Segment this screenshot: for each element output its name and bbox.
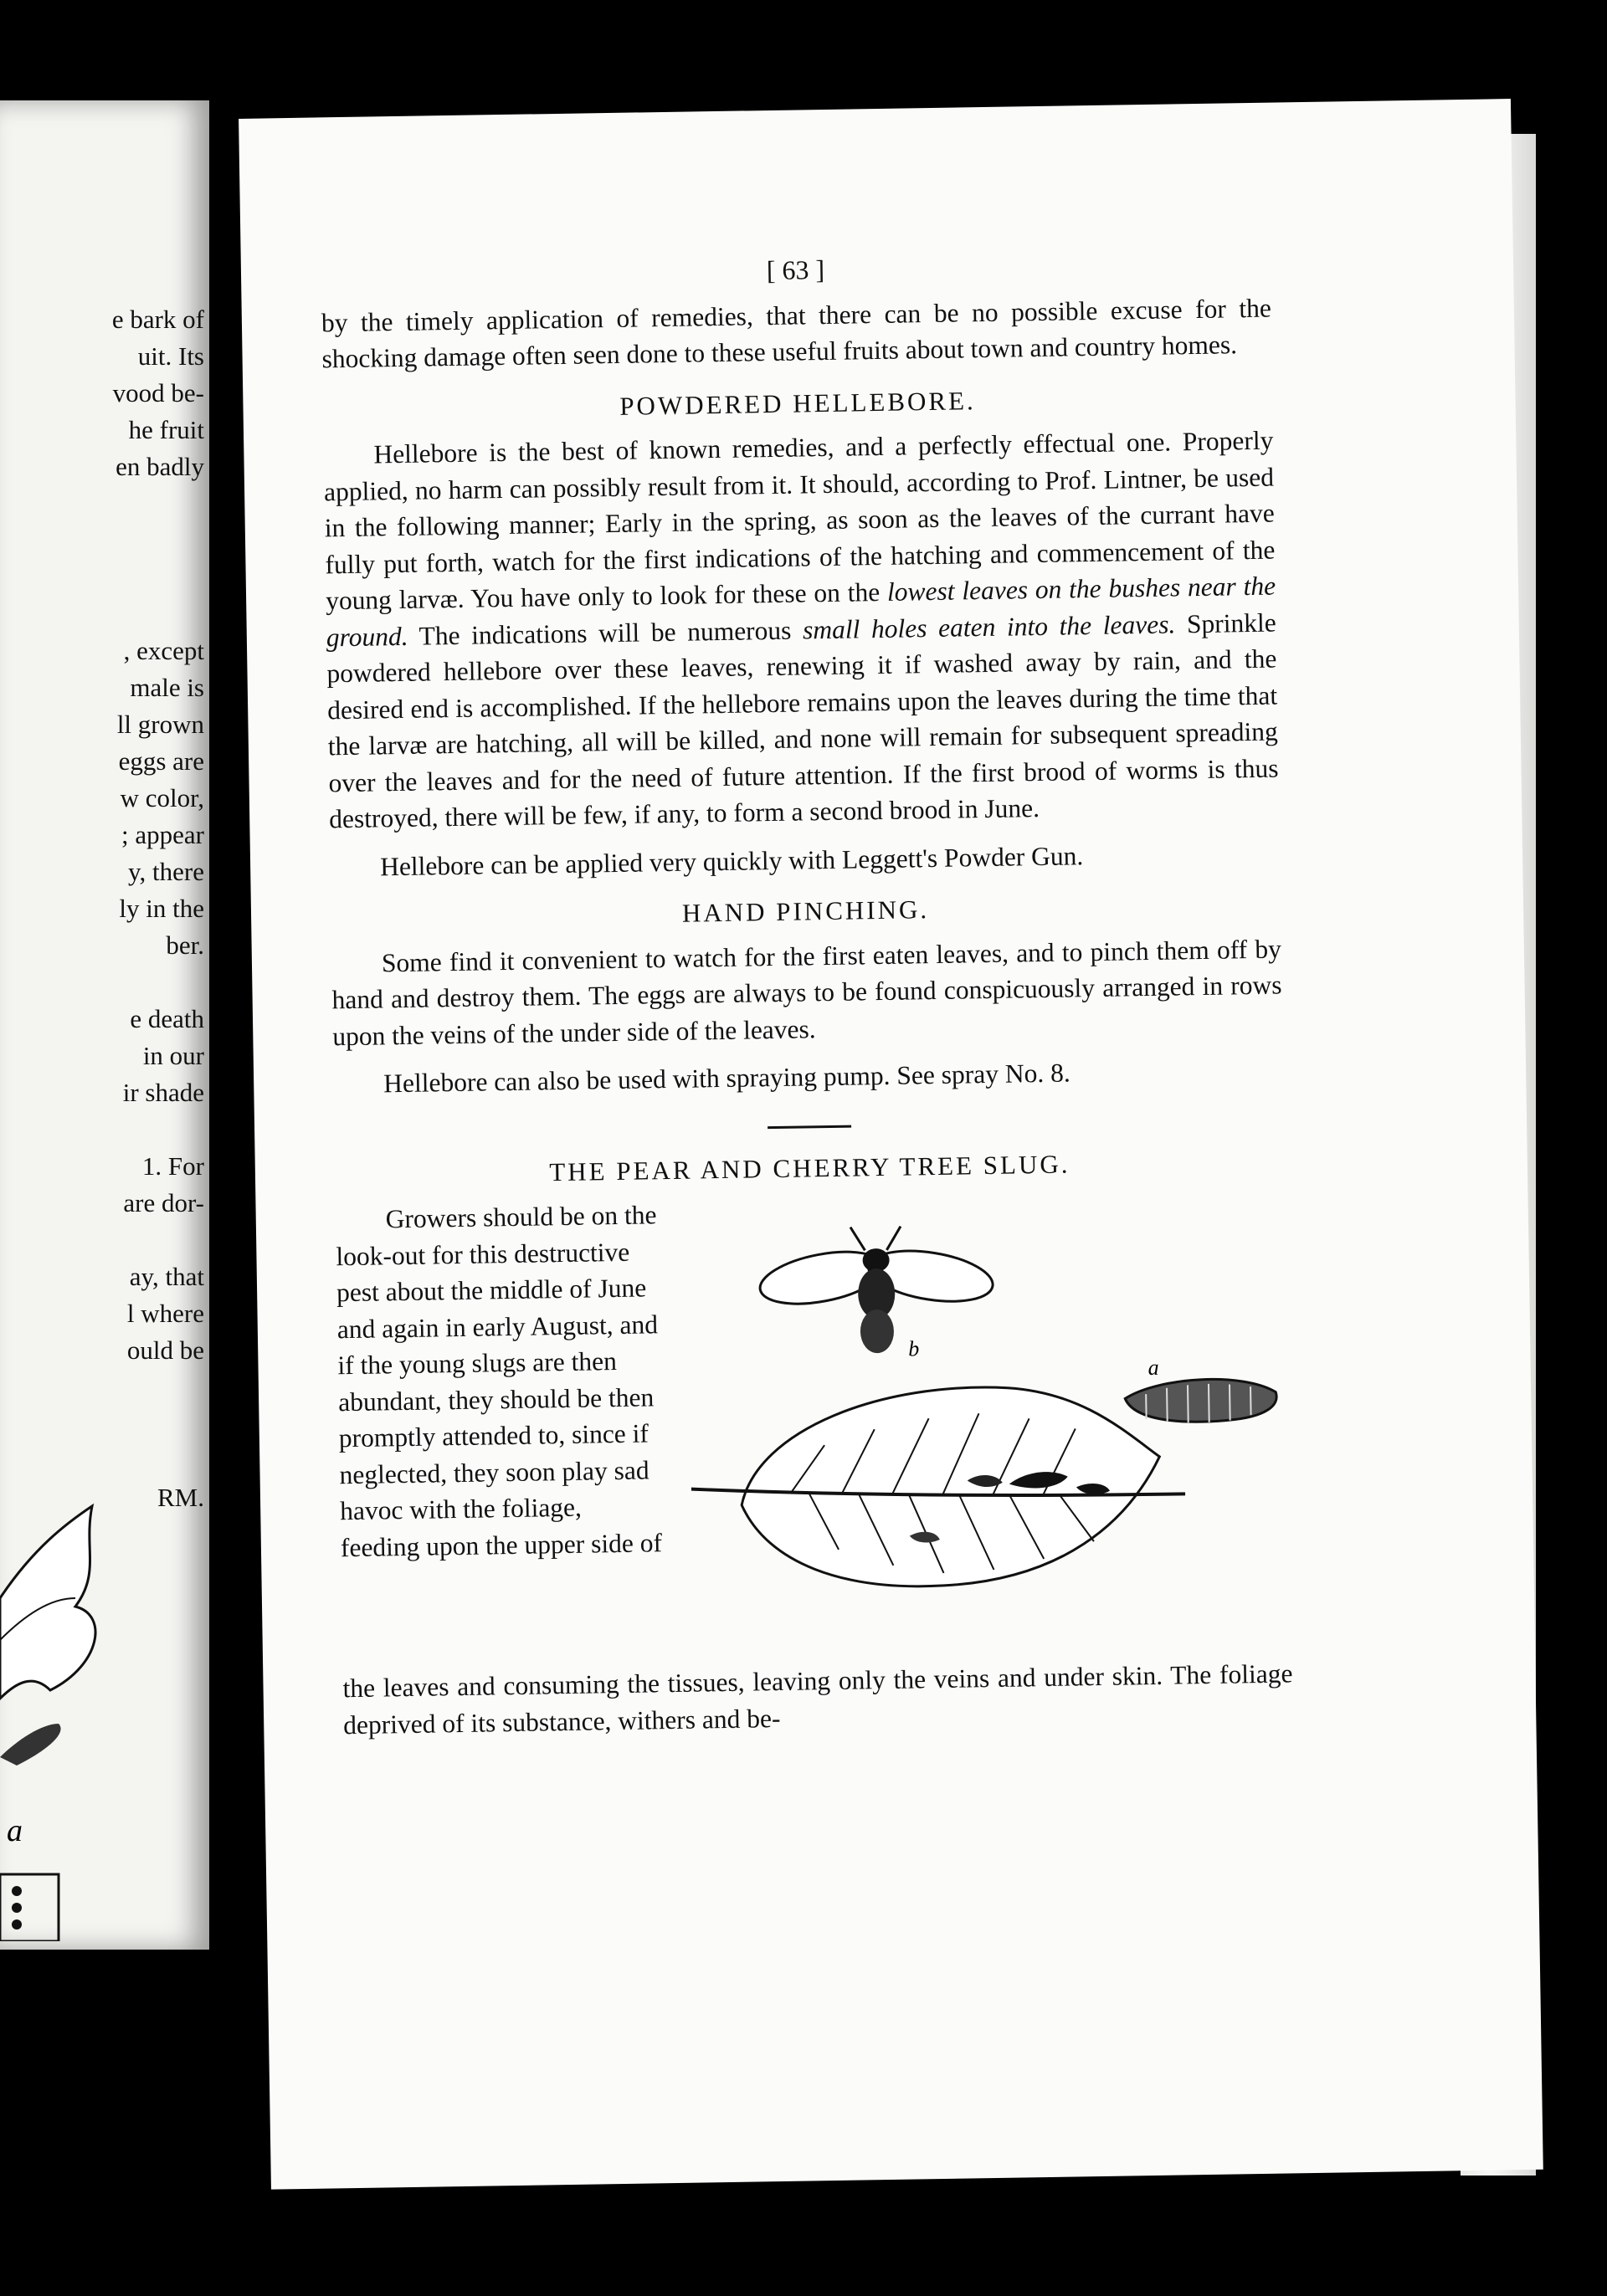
page-number: [ 63 ] (766, 254, 825, 286)
left-page-line: ir shade (122, 1078, 204, 1107)
fig-label-b: b (908, 1336, 920, 1361)
heading-hand-pinching: HAND PINCHING. (681, 894, 930, 928)
powder-gun-paragraph: Hellebore can be applied very quickly with Leggett's Powder Gun. (379, 840, 1084, 881)
left-page-line: ay, that (129, 1262, 204, 1291)
fig-label-a: a (1147, 1355, 1159, 1381)
page-content (321, 245, 1294, 1744)
slug-section (335, 1186, 1292, 1670)
left-page-line: in our (142, 1041, 204, 1070)
left-page-line: , except (123, 636, 204, 665)
left-page-line: are dor- (123, 1188, 204, 1217)
left-page-line: ll grown (116, 710, 204, 739)
left-page-line: uit. Its (137, 341, 204, 371)
left-page-line: e death (130, 1004, 204, 1033)
left-page-line: vood be- (112, 378, 204, 407)
left-page-line: en badly (116, 452, 204, 481)
leaf-figure (690, 1384, 1187, 1590)
hand-pinching-paragraph: Some find it convenient to watch for the first eaten leaves, and to pinch them off by hand and destroy them. The eggs are always to be found conspicuously arranged in rows upon the veins of the under side of the leaves. (331, 933, 1282, 1051)
left-page-line: ould be (126, 1335, 204, 1365)
slug-paragraph: Growers should be on the look-out for this destructive pest about the middle of June and again in early August, and if the young slugs are then abundant, they should be then promptly attended to, since if neglected, they soon play sad havoc with the foliage, feeding upon the upper side of (336, 1200, 663, 1562)
section-divider (768, 1125, 851, 1129)
intro-paragraph: by the timely application of remedies, that there can be no possible excuse for the shocking damage often seen done to these useful fruits about town and country homes. (321, 293, 1272, 374)
left-page-line: ber. (166, 930, 204, 960)
left-page-line: y, there (128, 857, 204, 886)
hellebore-paragraph: Hellebore is the best of known remedies, and a perfectly effectual one. Properly applied, no harm can possibly result from it. It should, according to Prof. Lintner, be used in the following manner; Early in the spring, as soon as the leaves of the currant have fully put forth, watch for the first indications of the hatching and commencement of the young larvæ. You have only to look for these on the lowest leaves on the bushes near the ground. The indications will be numerous small holes eaten into the leaves. Sprinkle powdered hellebore over these leaves, renewing it if washed away by rain, and the desired end is accomplished. If the hellebore remains upon the leaves during the time that the larvæ are hatching, all will be killed, and none will remain for subsequent spreading over the leaves and for the need of future attention. If the first brood of worms is thus destroyed, there will be few, if any, to form a second brood in June. (323, 425, 1279, 834)
slug-paragraph-continued: the leaves and consuming the tissues, leaving only the veins and under skin. The foliage deprived of its substance, withers and be- (342, 1658, 1293, 1740)
left-page-illustration (0, 1473, 209, 1941)
spraying-pump-paragraph: Hellebore can also be used with spraying pump. See spray No. 8. (382, 1058, 1070, 1099)
slug-illustration (687, 1203, 1296, 1664)
left-facing-page (0, 100, 209, 1950)
left-page-line: ; appear (121, 820, 204, 849)
left-page-line: eggs are (118, 746, 204, 776)
heading-powdered-hellebore: POWDERED HELLEBORE. (619, 385, 977, 421)
book-page (239, 99, 1543, 2190)
left-page-line: ly in the (119, 894, 204, 923)
left-page-line: he fruit (128, 415, 204, 444)
left-page-line: w color, (120, 783, 204, 812)
left-page-line: 1. For (141, 1151, 204, 1181)
left-page-line: l where (126, 1299, 204, 1328)
left-page-line: male is (130, 673, 204, 702)
sawfly-figure (755, 1225, 998, 1363)
left-page-line: RM. (157, 1483, 204, 1512)
larva-figure (1124, 1354, 1276, 1424)
left-page-line: e bark of (111, 305, 204, 334)
heading-pear-cherry-slug: THE PEAR AND CHERRY TREE SLUG. (549, 1148, 1070, 1186)
left-fig-label: a (7, 1813, 23, 1848)
